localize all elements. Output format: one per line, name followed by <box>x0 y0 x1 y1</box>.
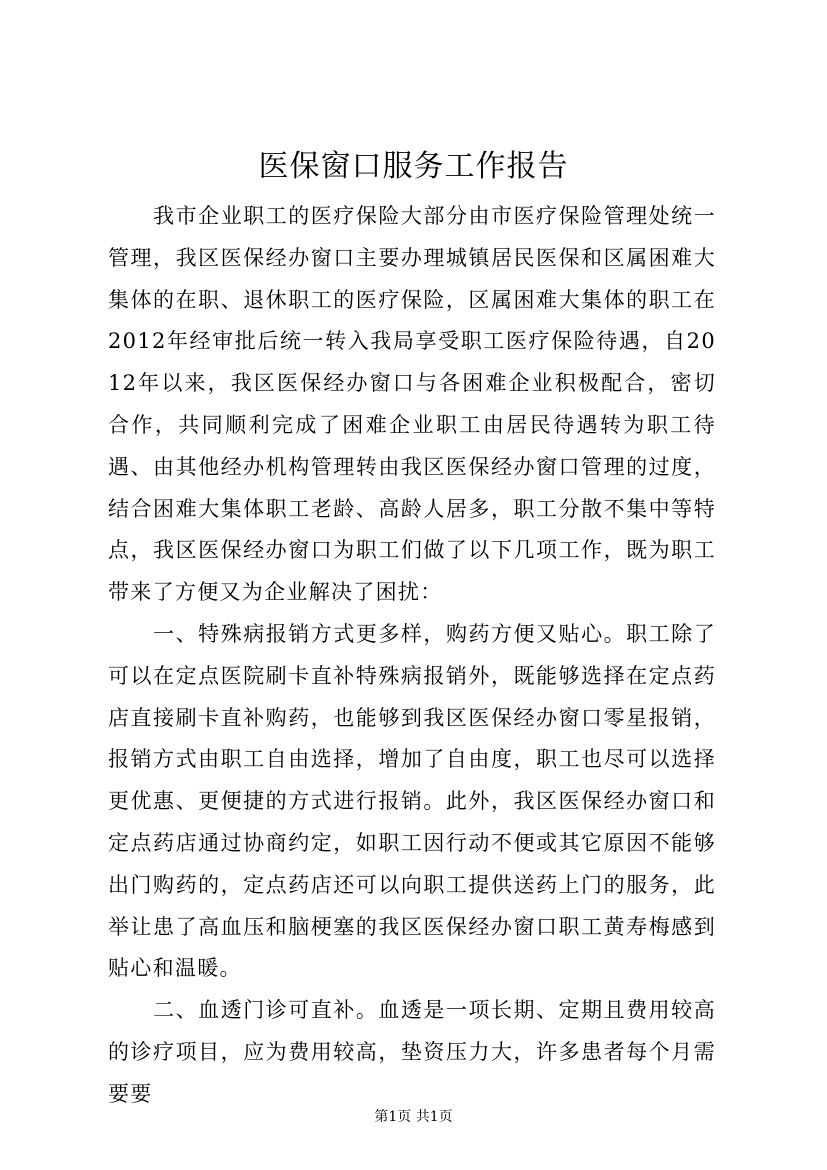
paragraph-intro: 我市企业职工的医疗保险大部分由市医疗保险管理处统一管理，我区医保经办窗口主要办理城镇居民医保和区属困难大集体的在职、退休职工的医疗保险，区属困难大集体的职工在2012年经审批后统一转入我局享受职工医疗保险待遇，自2012年以来，我区医保经办窗口与各困难企业积极配合，密切合作，共同顺利完成了困难企业职工由居民待遇转为职工待遇、由其他经办机构管理转由我区医保经办窗口管理的过度，结合困难大集体职工老龄、高龄人居多，职工分散不集中等特点，我区医保经办窗口为职工们做了以下几项工作，既为职工带来了方便又为企业解决了困扰： <box>108 204 716 605</box>
document-body <box>108 196 716 1116</box>
page-number-footer: 第1页 共1页 <box>374 1109 453 1125</box>
paragraph-section-2: 二、血透门诊可直补。血透是一项长期、定期且费用较高的诊疗项目，应为费用较高，垫资压力大，许多患者每个月需要要 <box>108 998 716 1106</box>
document-title: 医保窗口服务工作报告 <box>258 149 569 184</box>
paragraph-section-1: 一、特殊病报销方式更多样，购药方便又贴心。职工除了可以在定点医院刷卡直补特殊病报销外，既能够选择在定点药店直接刷卡直补购药，也能够到我区医保经办窗口零星报销，报销方式由职工自由选择，增加了自由度，职工也尽可以选择更优惠、更便捷的方式进行报销。此外，我区医保经办窗口和定点药店通过协商约定，如职工因行动不便或其它原因不能够出门购药的，定点药店还可以向职工提供送药上门的服务，此举让患了高血压和脑梗塞的我区医保经办窗口职工黄寿梅感到贴心和温暖。 <box>108 621 716 981</box>
